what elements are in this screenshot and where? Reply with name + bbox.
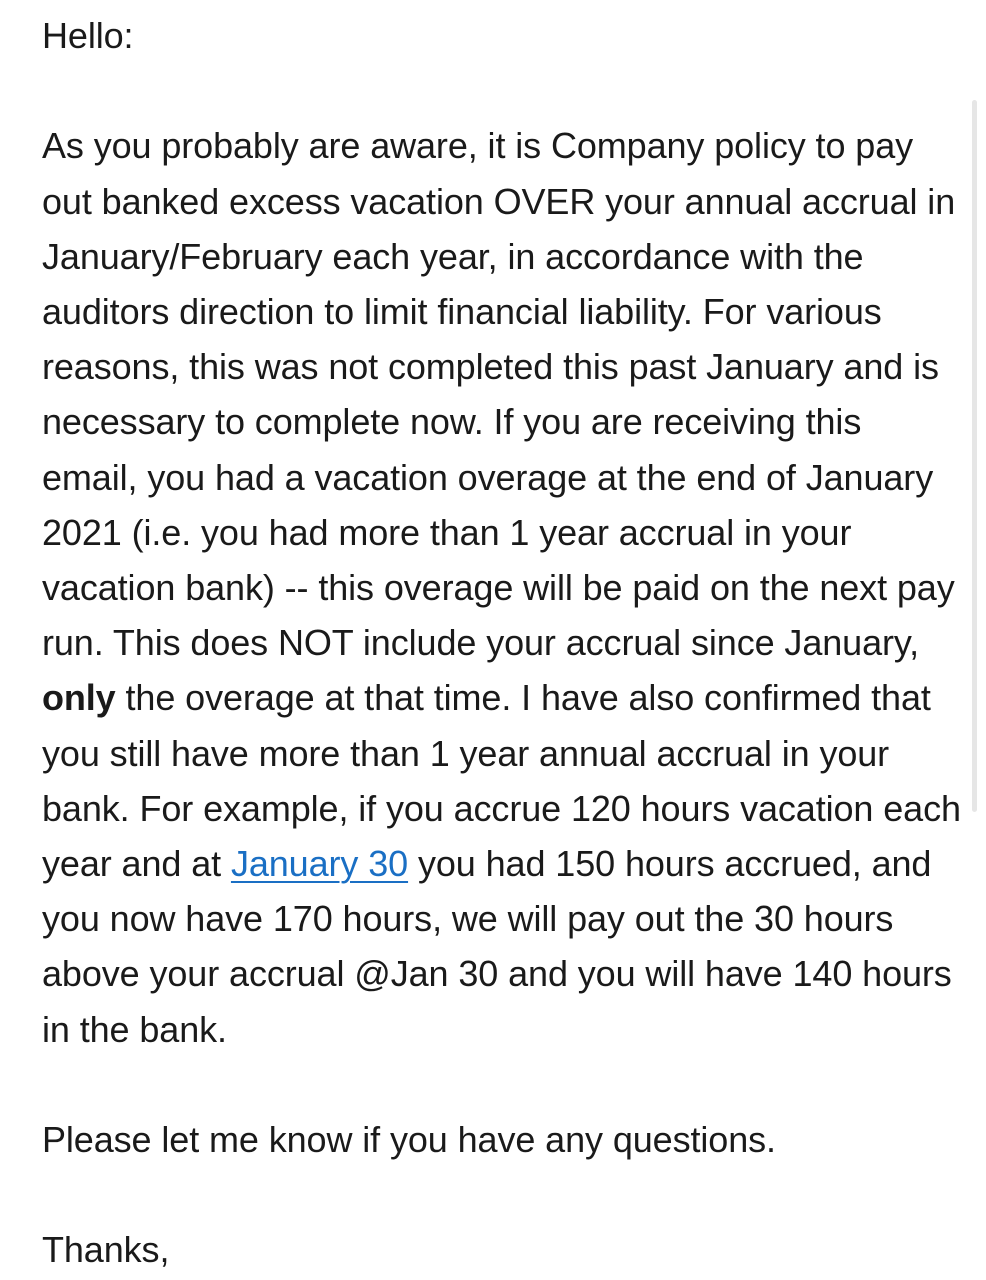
body-text-part3: you had 150 hours accrued, and you now have 170 hours, we will pay out the 30 hours above your accrual @Jan 30 and you will have 140 hours in the bank.: [42, 843, 952, 1050]
closing-question: Please let me know if you have any questions.: [42, 1119, 776, 1161]
greeting: Hello:: [42, 15, 134, 56]
body-paragraph: [42, 118, 962, 1056]
scrollbar-thumb[interactable]: [972, 100, 977, 812]
signoff: Thanks,: [42, 1229, 170, 1271]
emphasis-only: only: [42, 677, 116, 719]
email-body: [42, 8, 962, 1278]
paragraph-spacer: [42, 1167, 962, 1222]
paragraph-spacer: [42, 1057, 962, 1112]
body-text-part2: the overage at that time. I have also confirmed that you still have more than 1 year annual accrual in your bank. For example, if you accrue 120 hours vacation each year and at: [42, 677, 961, 885]
date-link-january-30[interactable]: January 30: [230, 843, 409, 885]
body-text-part1: As you probably are aware, it is Company policy to pay out banked excess vacation OVER your annual accrual in January/February each year, in accordance with the auditors direction to limit financial liability. For various reasons, this was not completed this past January and is necessary to complete now. If you are receiving this email, you had a vacation overage at the end of January 2021 (i.e. you had more than 1 year accrual in your vacation bank) -- this overage will be paid on the next pay run. This does NOT include your accrual since January,: [42, 125, 956, 664]
paragraph-spacer: [42, 63, 962, 118]
